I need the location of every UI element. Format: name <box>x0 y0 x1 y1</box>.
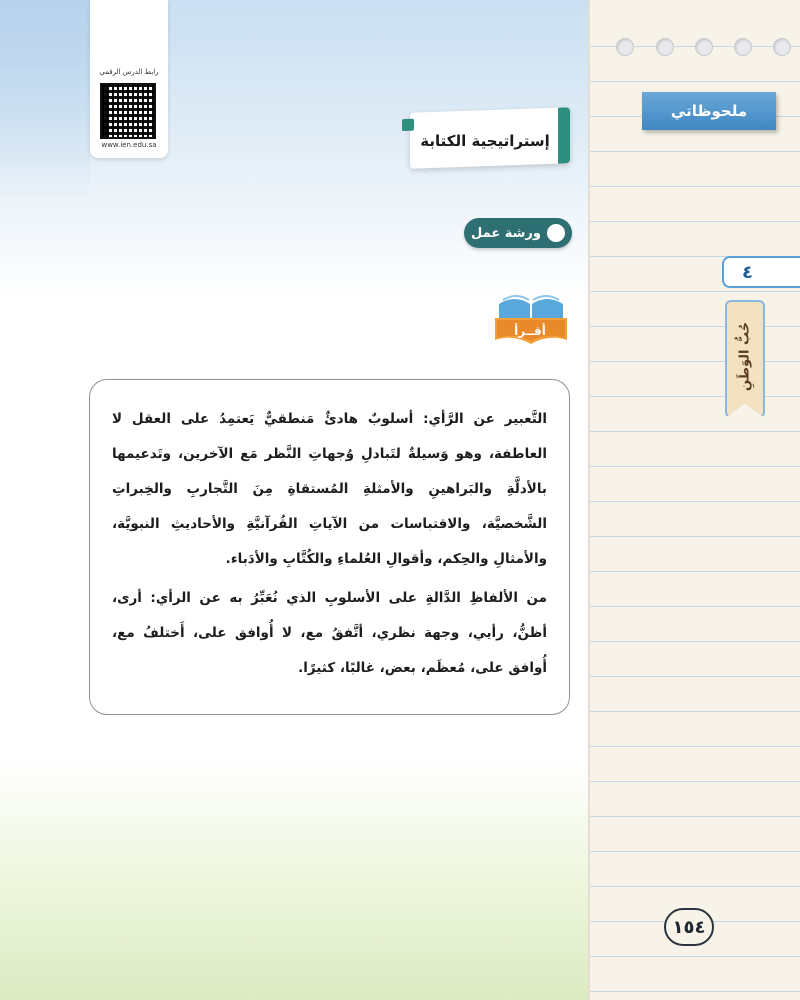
qr-code-icon[interactable] <box>100 83 156 139</box>
reading-text-box <box>89 379 570 715</box>
page-number: ١٥٤ <box>664 908 714 946</box>
workshop-dot-icon <box>545 222 567 244</box>
unit-number: ٤ <box>722 256 800 288</box>
qr-url[interactable]: www.ien.edu.sa <box>101 141 157 149</box>
binder-hole-icon <box>656 38 674 56</box>
qr-caption: رابط الدرس الرقمي <box>99 68 159 76</box>
qr-card[interactable] <box>90 0 168 158</box>
paragraph-expressions: من الألفاظِ الدَّالةِ على الأسلوبِ الذي نُعَبِّرُ به عن الرأي: أرى، أظنُّ، رأيي، وجهة نظري، أتَّفقُ مع، لا أُوافق على، أَختلفُ مع، أُوافق على، مُعظَم، بعض، غالبًا، كثيرًا. <box>112 590 547 676</box>
unit-title: حُبُّ الوَطَنِ <box>737 321 753 391</box>
binder-hole-icon <box>616 38 634 56</box>
open-book-icon <box>493 290 569 350</box>
notes-sidebar <box>588 0 800 1000</box>
binder-hole-icon <box>773 38 791 56</box>
workshop-label: ورشة عمل <box>471 225 541 241</box>
notes-label: ملحوظاتي <box>642 92 776 130</box>
paragraph-definition: التَّعبير عن الرَّأي: أسلوبٌ هادئٌ مَنطقيٌّ يَعتمِدُ على العقل لا العاطفة، وهو وَسيلةٌ لتَبادلِ وُجهاتِ النَّظر مَع الآخرين، وتَدعيمها بالأدلَّةِ والبَراهينِ والأمثلةِ المُستقاةِ مِنَ التَّجاربِ والخِبراتِ الشَّخصيَّة، والاقتباسات من الآياتِ القُرآنيَّةِ والأحاديثِ النبويَّة، والأمثالِ والحِكم، وأقوالِ العُلماءِ والكُتَّابِ والأدَباء. <box>112 411 547 567</box>
binder-hole-icon <box>734 38 752 56</box>
header-background <box>0 0 90 200</box>
binder-hole-icon <box>695 38 713 56</box>
read-label: أقــرأ <box>514 324 546 338</box>
strategy-title: إستراتيجية الكتابة <box>420 132 550 150</box>
